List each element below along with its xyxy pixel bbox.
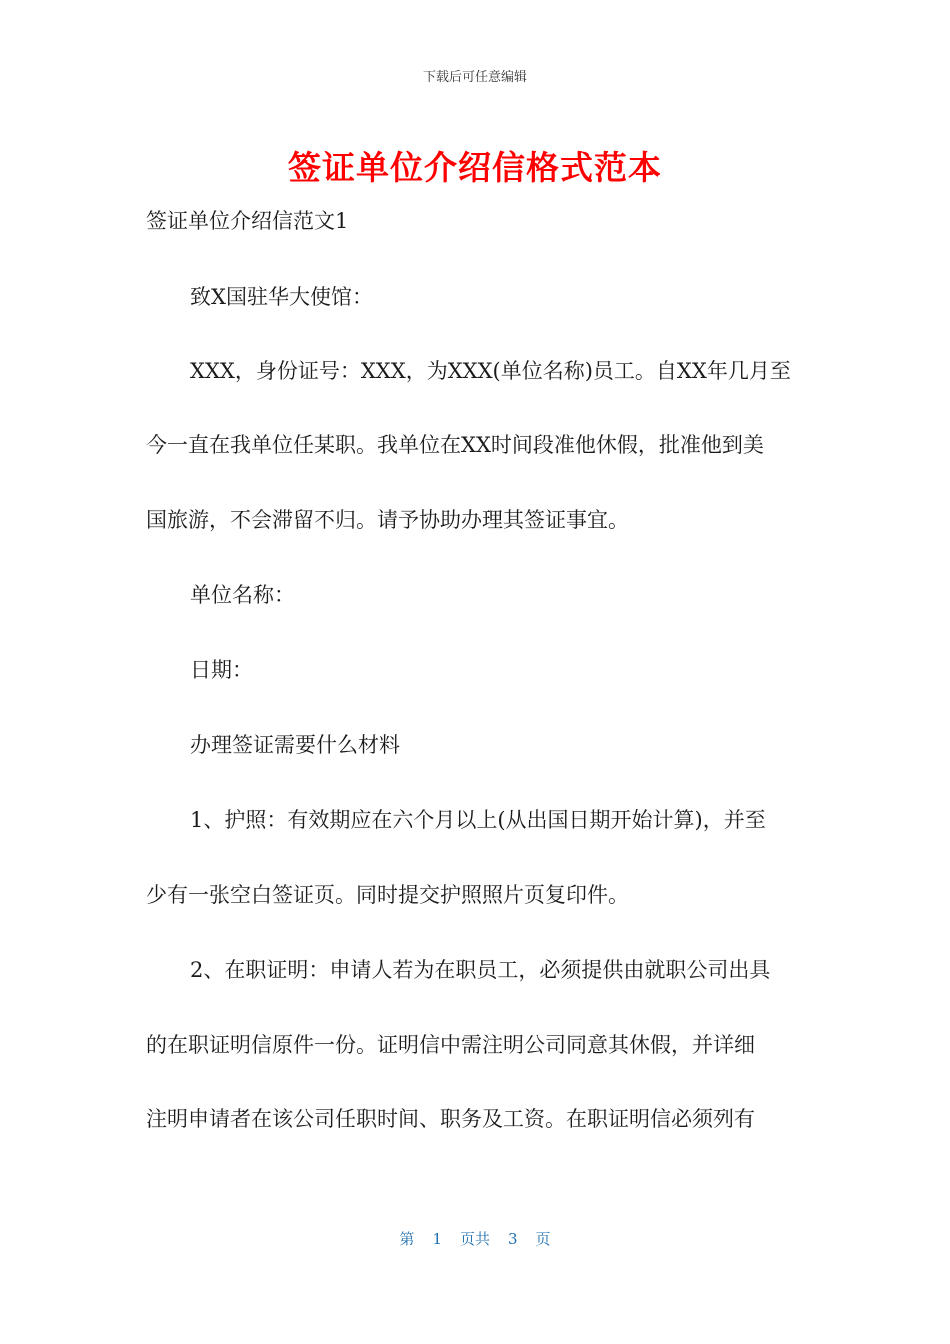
footer-label-page: 第: [399, 1230, 415, 1248]
item-2-line-1: 2、在职证明：申请人若为在职员工，必须提供由就职公司出具: [190, 958, 771, 982]
body-line-3: 国旅游，不会滞留不归。请予协助办理其签证事宜。: [146, 508, 629, 532]
unit-name-label: 单位名称：: [190, 583, 295, 607]
salutation: 致X国驻华大使馆：: [190, 285, 373, 309]
item-1-line-2: 少有一张空白签证页。同时提交护照照片页复印件。: [146, 883, 629, 907]
item-2-line-3: 注明申请者在该公司任职时间、职务及工资。在职证明信必须列有: [146, 1107, 755, 1131]
footer-label-end: 页: [535, 1230, 551, 1248]
page-footer: [0, 1228, 950, 1249]
date-label: 日期：: [190, 658, 253, 682]
document-subtitle: 签证单位介绍信范文1: [146, 209, 349, 233]
document-title: 签证单位介绍信格式范本: [288, 148, 662, 187]
item-1-line-1: 1、护照：有效期应在六个月以上(从出国日期开始计算)，并至: [190, 808, 766, 832]
footer-label-total: 页共: [459, 1230, 490, 1248]
body-line-1: XXX，身份证号：XXX，为XXX(单位名称)员工。自XX年几月至: [190, 359, 791, 383]
page-header-note: 下载后可任意编辑: [422, 70, 527, 85]
footer-current-page: 1: [432, 1230, 442, 1248]
body-line-2: 今一直在我单位任某职。我单位在XX时间段准他休假，批准他到美: [146, 433, 764, 457]
footer-total-pages: 3: [508, 1230, 518, 1248]
item-2-line-2: 的在职证明信原件一份。证明信中需注明公司同意其休假，并详细: [146, 1033, 755, 1057]
section-heading: 办理签证需要什么材料: [190, 733, 400, 757]
